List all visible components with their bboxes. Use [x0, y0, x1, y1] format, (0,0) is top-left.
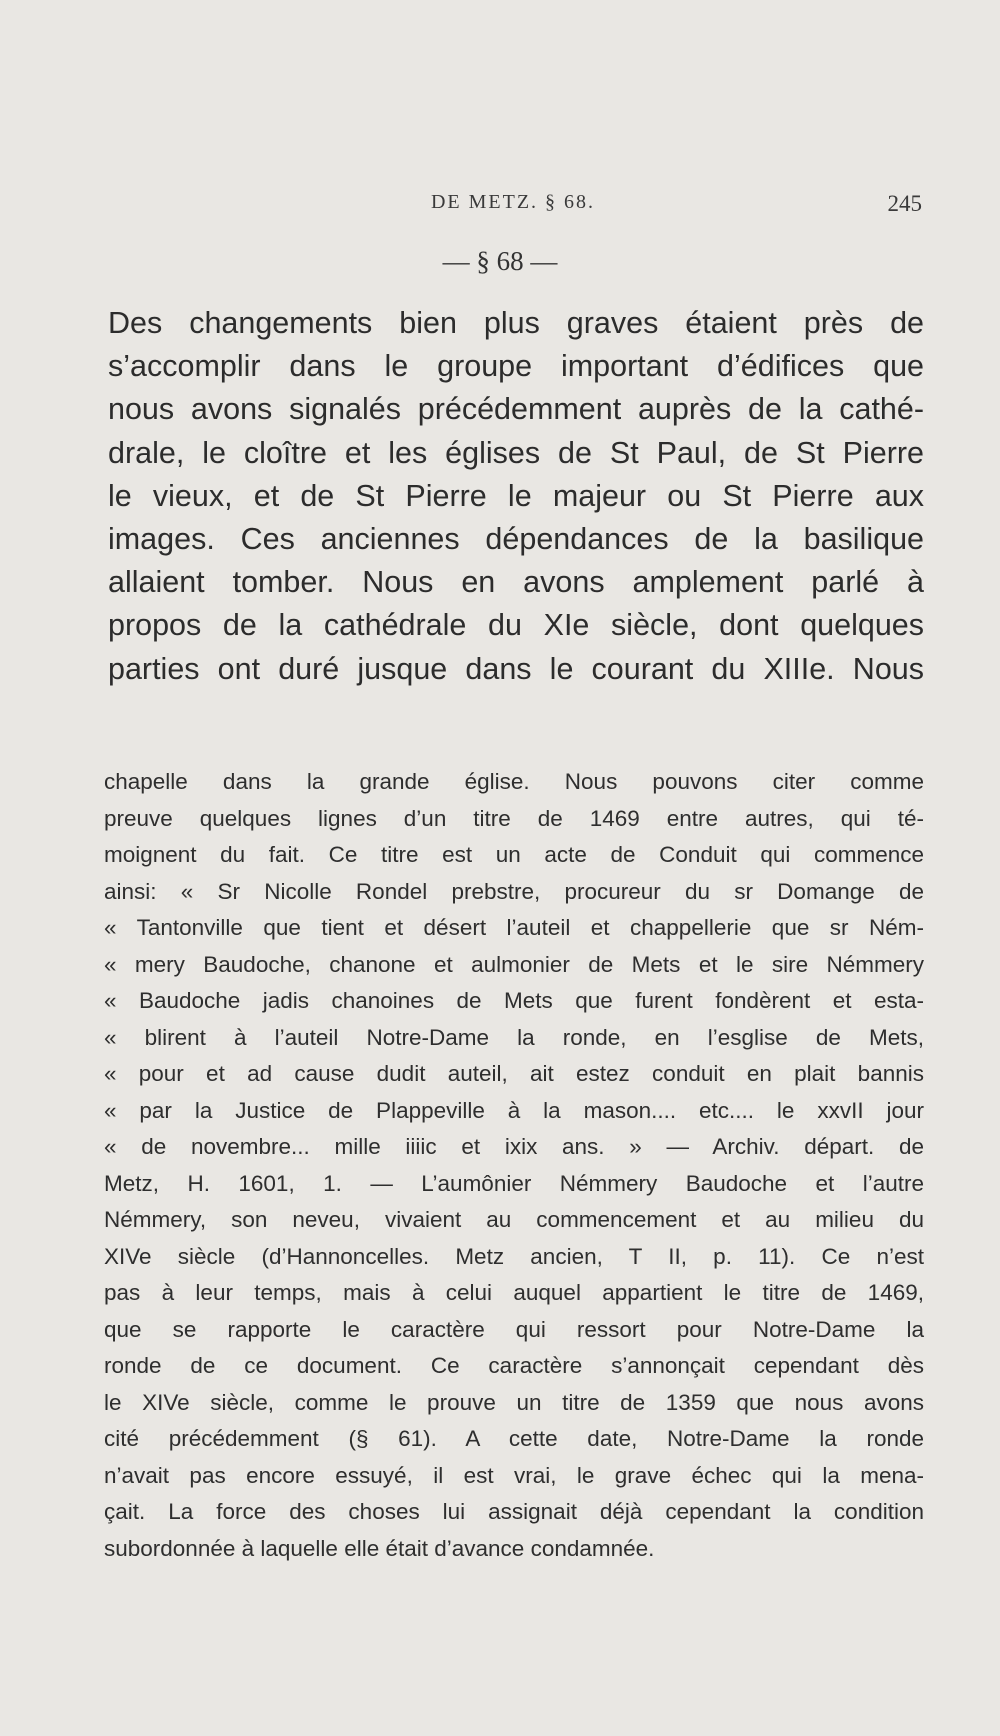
section-heading: — § 68 —: [442, 246, 558, 276]
main-line: images. Ces anciennes dépendances de la basilique: [108, 521, 924, 556]
running-title: DE METZ. § 68.: [430, 191, 596, 213]
note-line: pas à leur temps, mais à celui auquel appartient le titre de 1469,: [104, 1280, 924, 1305]
note-line: Metz, H. 1601, 1. — L’aumônier Némmery Baudoche et l’autre: [104, 1170, 924, 1196]
note-line: « par la Justice de Plappeville à la mason.... etc.... le xxvII jour: [104, 1097, 924, 1123]
note-line: ainsi: « Sr Nicolle Rondel prebstre, procureur du sr Domange de: [104, 878, 924, 904]
main-line: drale, le cloître et les églises de St Paul, de St Pierre: [108, 435, 924, 470]
note-line: « blirent à l’auteil Notre-Dame la ronde, en l’esglise de Mets,: [104, 1024, 924, 1050]
page-number: 245: [887, 191, 922, 216]
main-line: allaient tomber. Nous en avons amplement parlé à: [108, 565, 924, 600]
note-line: « pour et ad cause dudit auteil, ait estez conduit en plait bannis: [104, 1061, 924, 1086]
main-line: s’accomplir dans le groupe important d’édifices que: [108, 349, 924, 384]
main-line: Des changements bien plus graves étaient près de: [108, 306, 924, 340]
note-line: que se rapporte le caractère qui ressort pour Notre-Dame la: [104, 1316, 924, 1342]
note-line: cité précédemment (§ 61). A cette date, Notre-Dame la ronde: [104, 1426, 924, 1451]
footnote-block: [104, 764, 924, 1567]
main-line: le vieux, et de St Pierre le majeur ou St Pierre aux: [108, 478, 924, 513]
note-line: « Tantonville que tient et désert l’auteil et chappellerie que sr Ném-: [104, 915, 924, 940]
main-line: propos de la cathédrale du XIe siècle, dont quelques: [108, 608, 924, 643]
note-line: n’avait pas encore essuyé, il est vrai, le grave échec qui la mena-: [104, 1462, 924, 1488]
main-line: parties ont duré jusque dans le courant du XIIIe. Nous: [108, 651, 924, 686]
note-line: « Baudoche jadis chanoines de Mets que furent fondèrent et esta-: [104, 988, 924, 1013]
note-line: ronde de ce document. Ce caractère s’annonçait cependant dès: [104, 1353, 924, 1378]
note-line: subordonnée à laquelle elle était d’avance condamnée.: [104, 1535, 655, 1561]
main-line: nous avons signalés précédemment auprès de la cathé-: [108, 392, 924, 427]
note-line: le XIVe siècle, comme le prouve un titre de 1359 que nous avons: [104, 1389, 924, 1415]
note-line: moignent du fait. Ce titre est un acte de Conduit qui commence: [104, 842, 924, 867]
note-line: « de novembre... mille iiiic et ixix ans. » — Archiv. départ. de: [104, 1134, 924, 1159]
note-line: chapelle dans la grande église. Nous pouvons citer comme: [104, 769, 924, 794]
note-line: « mery Baudoche, chanone et aulmonier de Mets et le sire Némmery: [104, 951, 924, 977]
running-head: [104, 191, 922, 223]
note-line: XIVe siècle (d’Hannoncelles. Metz ancien, T II, p. 11). Ce n’est: [104, 1243, 924, 1269]
note-line: çait. La force des choses lui assignait déjà cependant la condition: [104, 1499, 924, 1524]
note-line: Némmery, son neveu, vivaient au commencement et au milieu du: [104, 1207, 924, 1232]
note-line: preuve quelques lignes d’un titre de 1469 entre autres, qui té-: [104, 805, 924, 831]
main-paragraph: [108, 302, 924, 691]
